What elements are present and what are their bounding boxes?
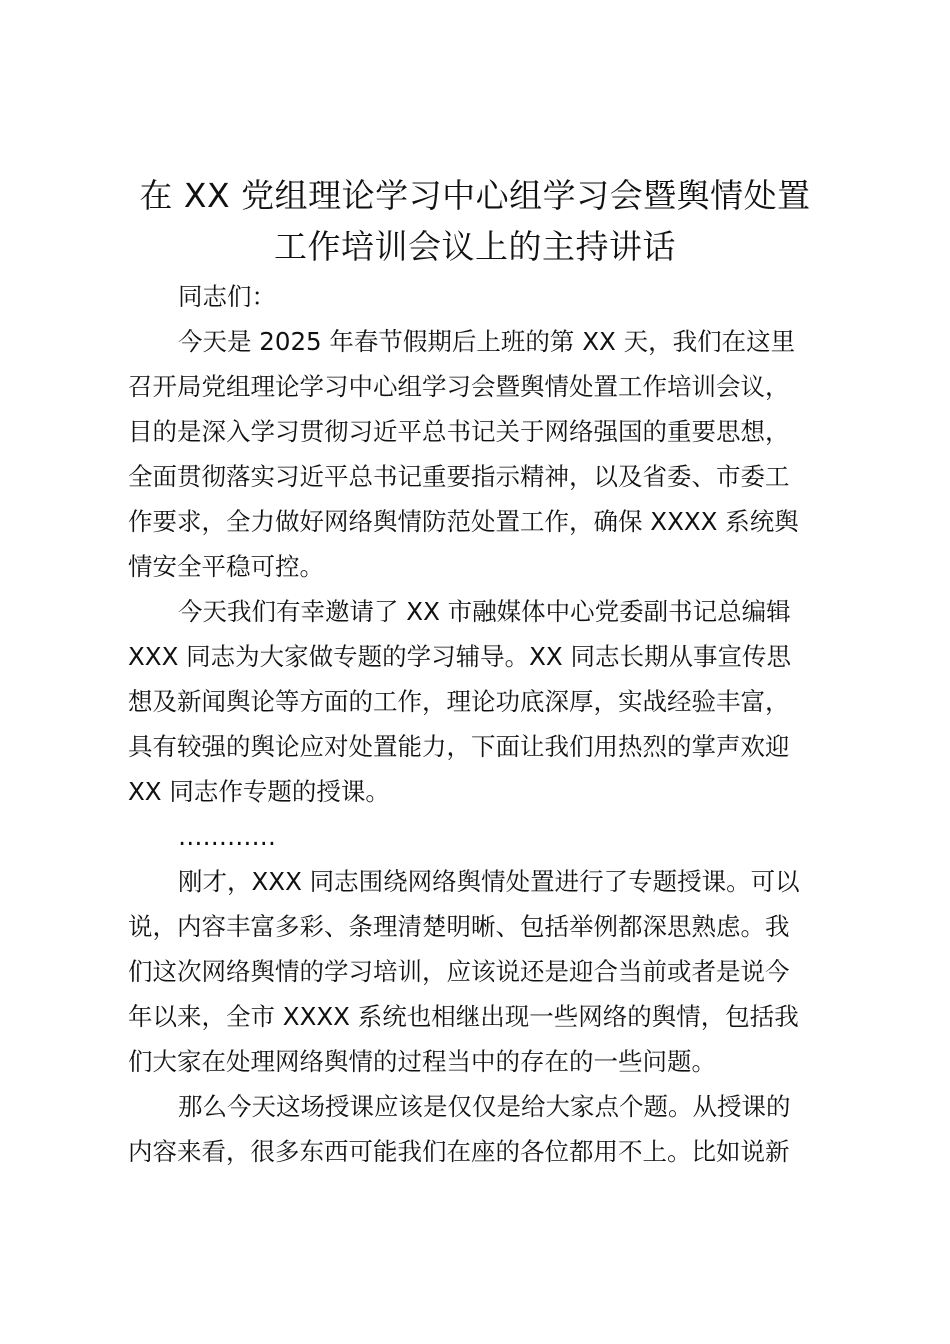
- paragraph-3-line-2: 说，内容丰富多彩、条理清楚明晰、包括举例都深思熟虑。我: [128, 912, 790, 941]
- salutation: 同志们：: [178, 282, 276, 311]
- paragraph-1-line-6: 情安全平稳可控。: [128, 552, 324, 581]
- paragraph-1-line-4: 全面贯彻落实习近平总书记重要指示精神，以及省委、市委工: [128, 462, 790, 491]
- document-title-line-2: 工作培训会议上的主持讲话: [274, 227, 676, 266]
- paragraph-3-line-3: 们这次网络舆情的学习培训，应该说还是迎合当前或者是说今: [128, 957, 790, 986]
- document-title-line-1: 在 XX 党组理论学习中心组学习会暨舆情处置: [139, 176, 811, 215]
- paragraph-3-line-4: 年以来，全市 XXXX 系统也相继出现一些网络的舆情，包括我: [128, 1002, 799, 1031]
- paragraph-2-line-3: 想及新闻舆论等方面的工作，理论功底深厚，实战经验丰富，: [128, 687, 790, 716]
- paragraph-3-line-1: 刚才，XXX 同志围绕网络舆情处置进行了专题授课。可以: [178, 867, 800, 896]
- paragraph-2-line-1: 今天我们有幸邀请了 XX 市融媒体中心党委副书记总编辑: [178, 597, 791, 626]
- paragraph-2-line-2: XXX 同志为大家做专题的学习辅导。XX 同志长期从事宣传思: [128, 642, 791, 671]
- paragraph-1-line-5: 作要求，全力做好网络舆情防范处置工作，确保 XXXX 系统舆: [128, 507, 799, 536]
- paragraph-3-line-5: 们大家在处理网络舆情的过程当中的存在的一些问题。: [128, 1047, 716, 1076]
- paragraph-1-line-1: 今天是 2025 年春节假期后上班的第 XX 天，我们在这里: [178, 327, 796, 356]
- ellipsis-line: …………: [178, 822, 276, 851]
- paragraph-4-line-2: 内容来看，很多东西可能我们在座的各位都用不上。比如说新: [128, 1137, 790, 1166]
- paragraph-1-line-3: 目的是深入学习贯彻习近平总书记关于网络强国的重要思想，: [128, 417, 790, 446]
- paragraph-2-line-4: 具有较强的舆论应对处置能力，下面让我们用热烈的掌声欢迎: [128, 732, 790, 761]
- paragraph-2-line-5: XX 同志作专题的授课。: [128, 777, 390, 806]
- paragraph-1-line-2: 召开局党组理论学习中心组学习会暨舆情处置工作培训会议，: [128, 372, 790, 401]
- paragraph-4-line-1: 那么今天这场授课应该是仅仅是给大家点个题。从授课的: [178, 1092, 791, 1121]
